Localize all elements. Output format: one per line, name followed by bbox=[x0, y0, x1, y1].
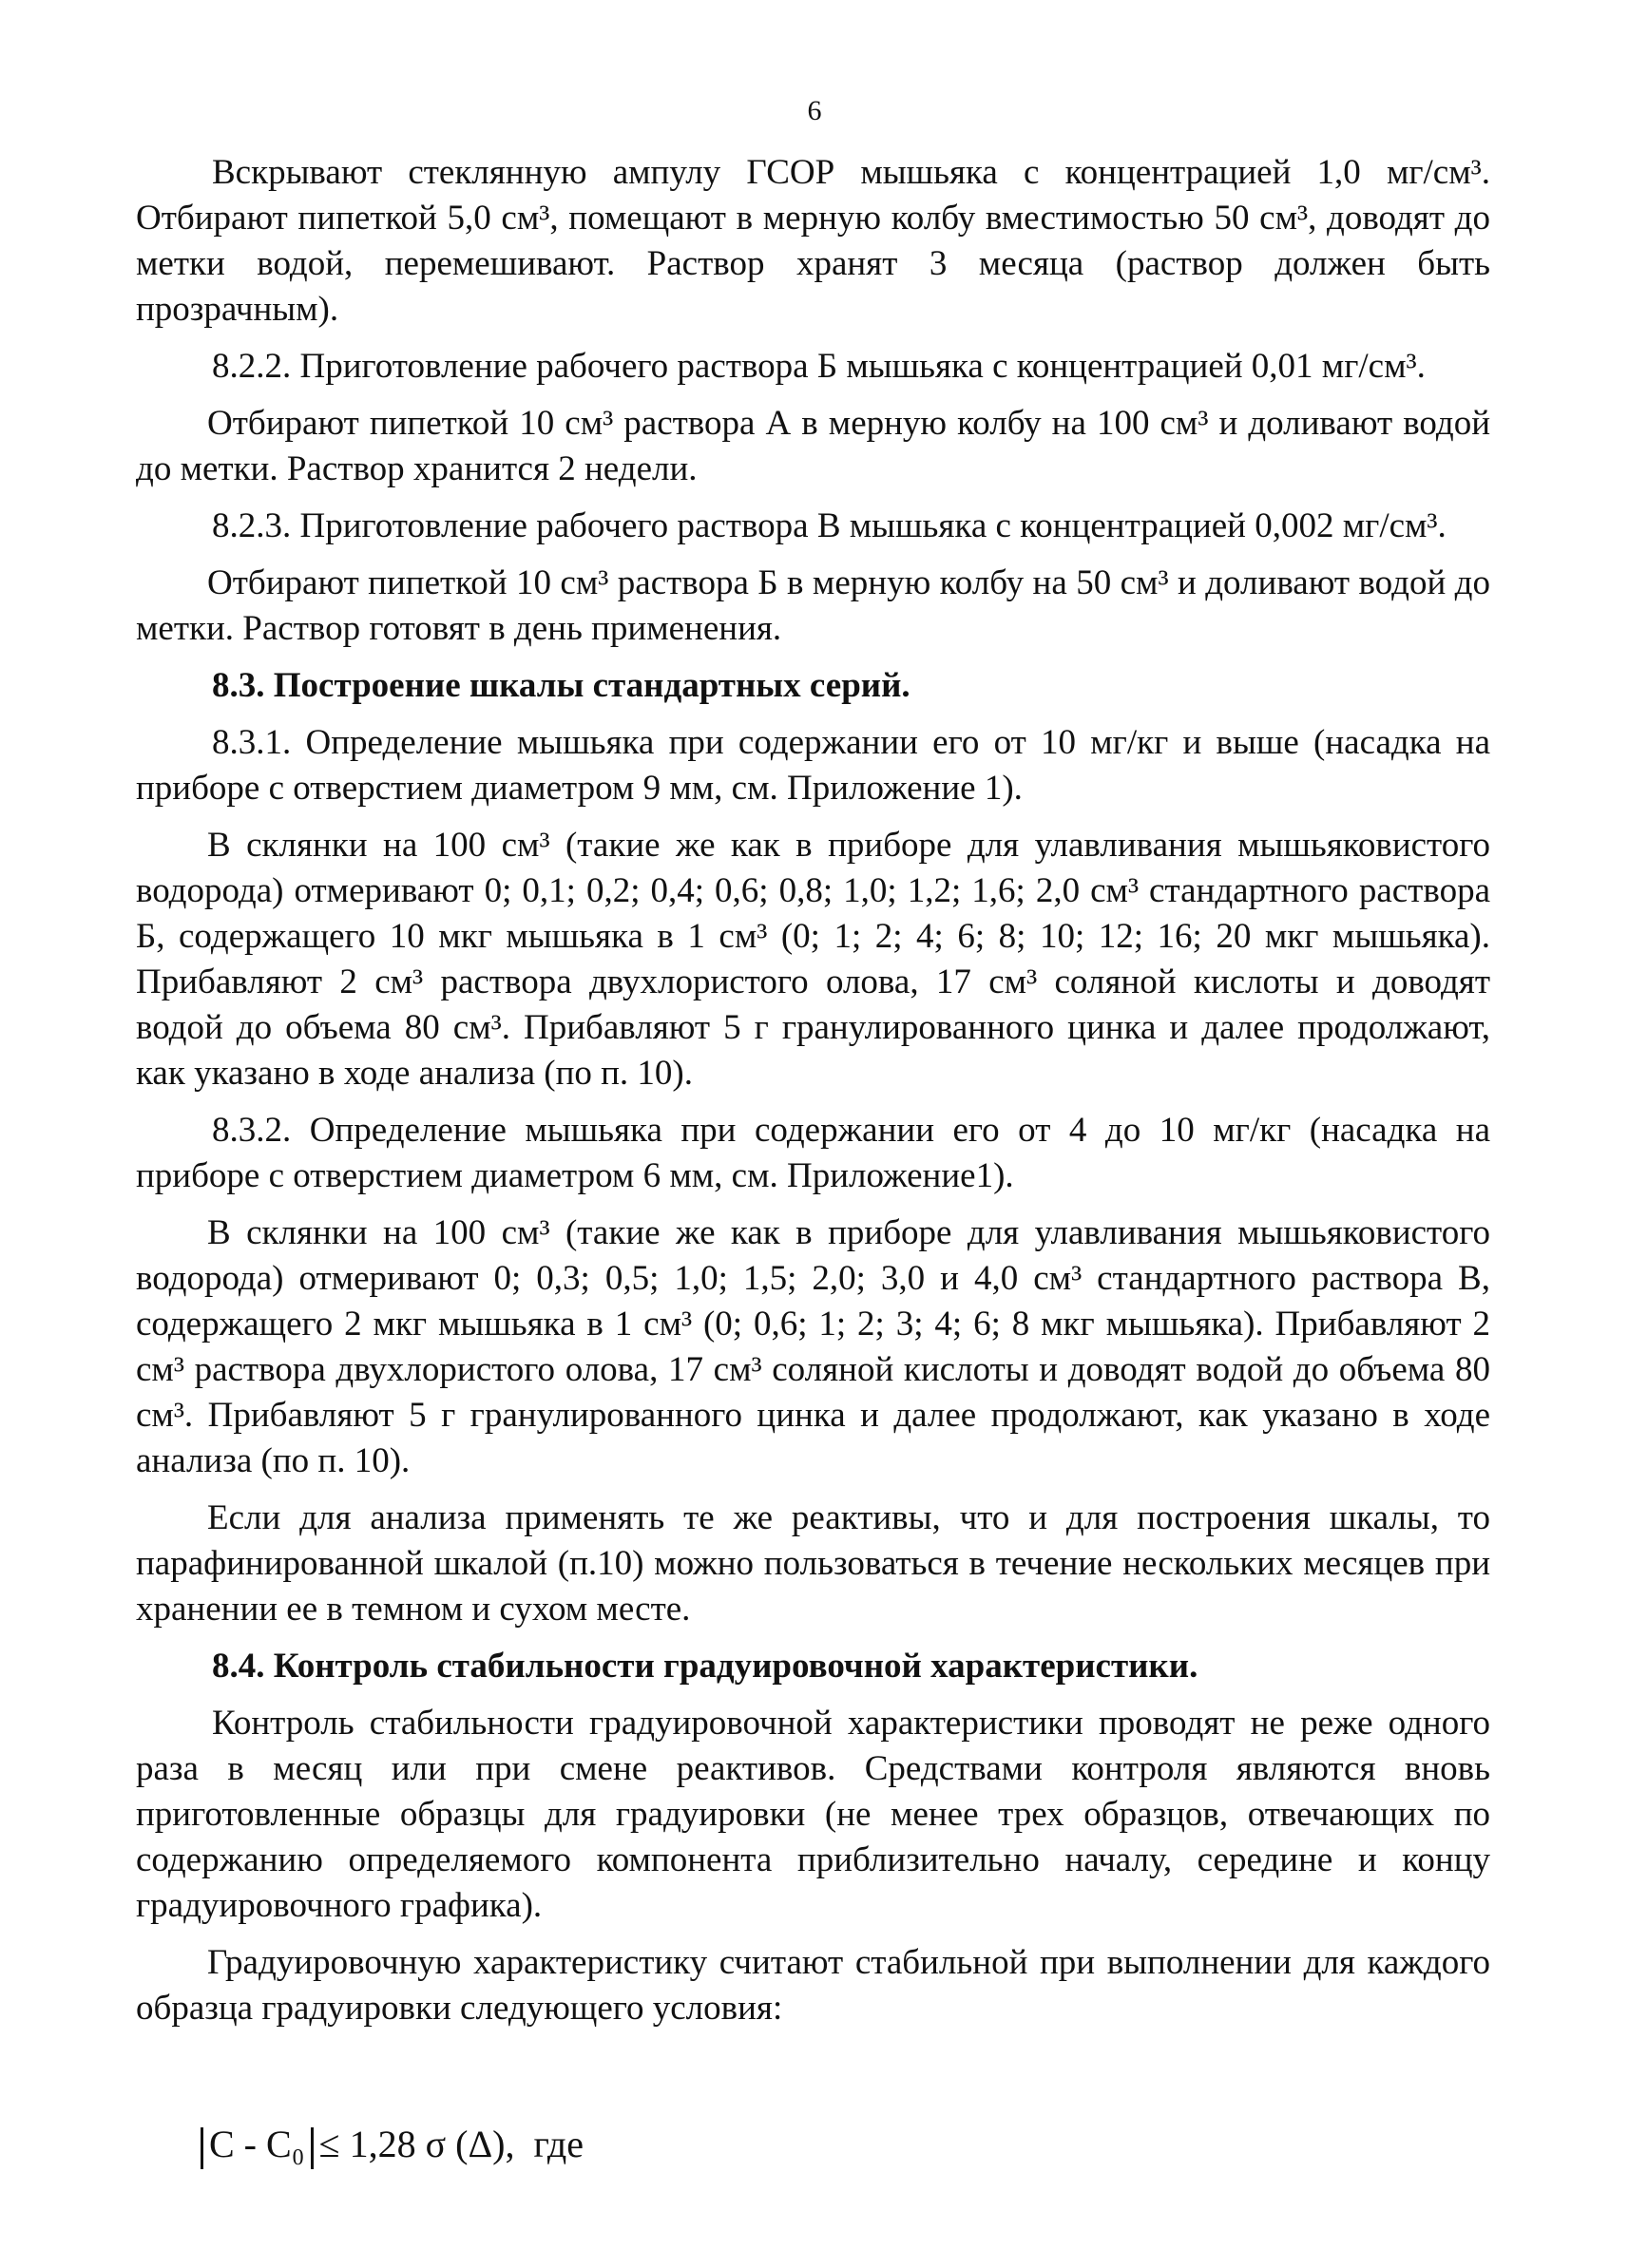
paragraph-scale-series-2: В склянки на 100 см³ (такие же как в приборе для улавливания мышьяковистого водорода) отмеривают 0; 0,3; 0,5; 1,0; 1,5; 2,0; 3,0 и 4,0 см³ стандартного раствора В, содержащего 2 мкг мышьяка в 1 см³ (0; 0,6; 1; 2; 3; 4; 6; 8 мкг мышьяка). Прибавляют 2 см³ раствора двухлористого олова, 17 см³ соляной кислоты и доводят водой до объема 80 см³. Прибавляют 5 г гранулированного цинка и далее продолжают, как указано в ходе анализа (по п. 10). bbox=[136, 1213, 1490, 1480]
paragraph-paraffin-scale: Если для анализа применять те же реактивы, что и для построения шкалы, то парафинированной шкалой (п.10) можно пользоваться в течение нескольких месяцев при хранении ее в темном и сухом месте. bbox=[136, 1498, 1490, 1629]
formula-rhs: ≤ 1,28 σ (Δ), bbox=[318, 2123, 515, 2165]
subsection-8-3-2: 8.3.2. Определение мышьяка при содержании его от 4 до 10 мг/кг (насадка на приборе с отверстием диаметром 6 мм, см. Приложение1). bbox=[136, 1111, 1490, 1195]
paragraph-ampoule: Вскрывают стеклянную ампулу ГСОР мышьяка с концентрацией 1,0 мг/см³. Отбирают пипеткой 5,0 см³, помещают в мерную колбу вместимостью 50 см³, доводят до метки водой, перемешивают. Раствор хранят 3 месяца (раствор должен быть прозрачным). bbox=[136, 153, 1490, 329]
formula-tail: где bbox=[533, 2123, 585, 2165]
subsection-8-2-3: 8.2.3. Приготовление рабочего раствора В мышьяка с концентрацией 0,002 мг/см³. bbox=[212, 506, 1447, 545]
section-heading-8-3: 8.3. Построение шкалы стандартных серий. bbox=[212, 666, 910, 705]
abs-bar-right bbox=[311, 2127, 314, 2169]
paragraph-scale-series-1: В склянки на 100 см³ (такие же как в приборе для улавливания мышьяковистого водорода) отмеривают 0; 0,1; 0,2; 0,4; 0,6; 0,8; 1,0; 1,2; 1,6; 2,0 см³ стандартного раствора Б, содержащего 10 мкг мышьяка в 1 см³ (0; 1; 2; 4; 6; 8; 10; 12; 16; 20 мкг мышьяка). Прибавляют 2 см³ раствора двухлористого олова, 17 см³ соляной кислоты и доводят водой до объема 80 см³. Прибавляют 5 г гранулированного цинка и далее продолжают, как указано в ходе анализа (по п. 10). bbox=[136, 826, 1490, 1093]
abs-bar-left bbox=[201, 2127, 203, 2169]
paragraph-solution-b: Отбирают пипеткой 10 см³ раствора А в мерную колбу на 100 см³ и доливают водой до метки. Раствор хранится 2 недели. bbox=[136, 404, 1490, 488]
paragraph-stability-condition: Градуировочную характеристику считают стабильной при выполнении для каждого образца градуировки следующего условия: bbox=[136, 1943, 1490, 2028]
section-heading-8-4: 8.4. Контроль стабильности градуировочной характеристики. bbox=[212, 1647, 1198, 1686]
document-body bbox=[136, 150, 1490, 2031]
paragraph-solution-v: Отбирают пипеткой 10 см³ раствора Б в мерную колбу на 50 см³ и доливают водой до метки. Раствор готовят в день применения. bbox=[136, 563, 1490, 648]
page-number: 6 bbox=[807, 95, 822, 126]
subsection-8-2-2: 8.2.2. Приготовление рабочего раствора Б мышьяка с концентрацией 0,01 мг/см³. bbox=[212, 347, 1426, 386]
formula-lhs: C - C₀ bbox=[209, 2123, 305, 2165]
formula bbox=[195, 2122, 584, 2169]
subsection-8-3-1: 8.3.1. Определение мышьяка при содержании его от 10 мг/кг и выше (насадка на приборе с отверстием диаметром 9 мм, см. Приложение 1). bbox=[136, 723, 1490, 808]
paragraph-stability-control: Контроль стабильности градуировочной характеристики проводят не реже одного раза в месяц или при смене реактивов. Средствами контроля являются вновь приготовленные образцы для градуировки (не менее трех образцов, отвечающих по содержанию определяемого компонента приблизительно началу, середине и концу градуировочного графика). bbox=[136, 1704, 1490, 1925]
